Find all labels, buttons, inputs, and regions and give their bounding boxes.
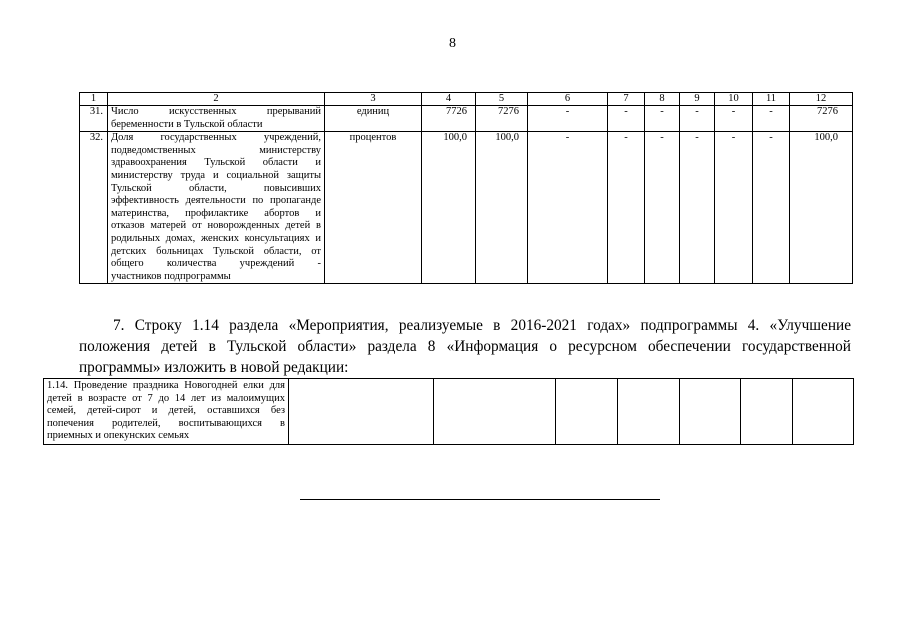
value-cell: - xyxy=(715,106,753,132)
column-header: 3 xyxy=(325,93,422,106)
empty-cell xyxy=(289,379,434,445)
value-cell: 100,0 xyxy=(790,132,853,284)
unit-cell: единиц xyxy=(325,106,422,132)
column-header: 12 xyxy=(790,93,853,106)
indicator-name xyxy=(108,132,325,284)
unit-cell: процентов xyxy=(325,132,422,284)
value-cell: - xyxy=(753,106,790,132)
activity-description-line: 1.14. Проведение праздника Новогодней елки для xyxy=(47,380,285,391)
row-number: 32. xyxy=(80,132,108,284)
table-row xyxy=(44,379,854,445)
value-cell: - xyxy=(753,132,790,284)
indicator-name-line: отказов матерей от новорожденных детей в xyxy=(111,220,321,232)
indicators-table xyxy=(79,92,853,284)
indicator-name-line: детских больницах Тульской области, от xyxy=(111,245,321,257)
column-header: 11 xyxy=(753,93,790,106)
value-cell: - xyxy=(680,132,715,284)
empty-cell xyxy=(556,379,618,445)
value-cell: 7276 xyxy=(790,106,853,132)
value-cell: 7726 xyxy=(422,106,476,132)
indicator-name-line: участников подпрограммы xyxy=(111,270,231,282)
indicator-name xyxy=(108,106,325,132)
empty-cell xyxy=(618,379,680,445)
indicator-name-line: беременности в Тульской области xyxy=(111,118,263,130)
value-cell: - xyxy=(680,106,715,132)
value-cell: - xyxy=(528,106,608,132)
indicator-name-line: Тульской области, повысивших xyxy=(111,182,321,194)
indicator-name-line: подведомственных министерству xyxy=(111,144,321,156)
table-header-row xyxy=(80,93,853,106)
indicator-name-line: общего количества учреждений - xyxy=(111,258,321,270)
empty-cell xyxy=(434,379,556,445)
indicator-name-line: материнства, профилактике абортов и xyxy=(111,207,321,219)
column-header: 6 xyxy=(528,93,608,106)
page-number: 8 xyxy=(449,36,456,51)
column-header: 4 xyxy=(422,93,476,106)
column-header: 7 xyxy=(608,93,645,106)
value-cell: - xyxy=(715,132,753,284)
column-header: 2 xyxy=(108,93,325,106)
value-cell: - xyxy=(645,132,680,284)
value-cell: - xyxy=(645,106,680,132)
value-cell: 100,0 xyxy=(422,132,476,284)
column-header: 9 xyxy=(680,93,715,106)
indicator-name-line: Число искусственных прерываний xyxy=(111,106,321,117)
column-header: 5 xyxy=(476,93,528,106)
empty-cell xyxy=(793,379,854,445)
column-header: 8 xyxy=(645,93,680,106)
table-row xyxy=(80,132,853,284)
indicator-name-line: здравоохранения Тульской области и xyxy=(111,157,321,169)
activity-description-line: семей, детей-сирот и детей, оставшихся без xyxy=(47,405,285,417)
row-number: 31. xyxy=(80,106,108,132)
activity-description-line: приемных и опекунских семьях xyxy=(47,430,190,442)
activity-description-line: попечения родителей, воспитывающихся в xyxy=(47,417,285,429)
value-cell: - xyxy=(608,132,645,284)
value-cell: 100,0 xyxy=(476,132,528,284)
column-header: 1 xyxy=(80,93,108,106)
column-header: 10 xyxy=(715,93,753,106)
indicator-name-line: родильных домах, женских консультациях и xyxy=(111,232,321,244)
indicator-name-line: Доля государственных учреждений, xyxy=(111,132,321,144)
empty-cell xyxy=(741,379,793,445)
activity-description-line: детей в возрасте от 7 до 14 лет из малоимущих xyxy=(47,392,285,404)
amendment-paragraph: 7. Строку 1.14 раздела «Мероприятия, реализуемые в 2016-2021 годах» подпрограммы 4. «Улучшение положения детей в Тульской области» раздела 8 «Информация о ресурсном обеспечении государственной программы» изложить в новой редакции: xyxy=(79,317,851,377)
activity-description xyxy=(44,379,289,445)
value-cell: - xyxy=(528,132,608,284)
indicator-name-line: эффективность деятельности по пропаганде xyxy=(111,195,321,207)
value-cell: - xyxy=(608,106,645,132)
indicator-name-line: министерству труда и социальной защиты xyxy=(111,169,321,181)
value-cell: 7276 xyxy=(476,106,528,132)
signature-line xyxy=(300,499,660,500)
activity-table xyxy=(43,378,854,445)
table-row xyxy=(80,106,853,132)
empty-cell xyxy=(680,379,741,445)
